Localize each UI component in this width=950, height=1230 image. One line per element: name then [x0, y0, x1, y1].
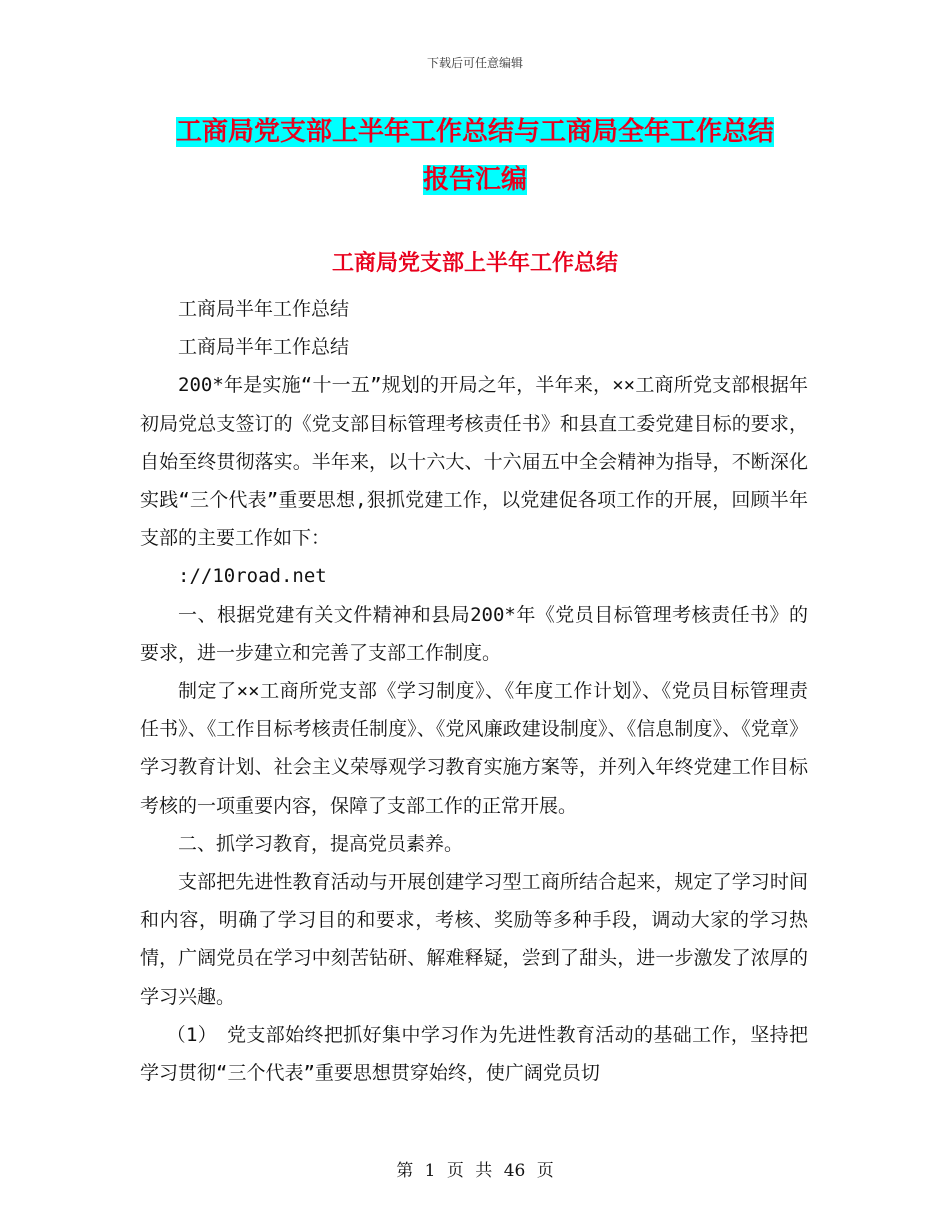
paragraph: 一、根据党建有关文件精神和县局200*年《党员目标管理考核责任书》的要求，进一步建立和完善了支部工作制度。	[140, 603, 808, 664]
paragraph: 工商局半年工作总结	[178, 298, 350, 320]
paragraph: 二、抓学习教育，提高党员素养。	[178, 832, 464, 855]
main-title	[140, 108, 810, 204]
page-footer: 第 1 页 共 46 页	[396, 1161, 554, 1181]
paragraph: （1） 党支部始终把抓好集中学习作为先进性教育活动的基础工作，坚持把学习贯彻“三个代表”重要思想贯穿始终，使广阔党员切	[140, 1023, 808, 1085]
paragraph: 制定了××工商所党支部《学习制度》、《年度工作计划》、《党员目标管理责任书》、《工作目标考核责任制度》、《党风廉政建设制度》、《信息制度》、《党章》学习教育计划、社会主义荣辱观学习教育实施方案等，并列入年终党建工作目标考核的一项重要内容，保障了支部工作的正常开展。	[140, 680, 808, 817]
paragraph: 支部把先进性教育活动与开展创建学习型工商所结合起来，规定了学习时间和内容，明确了学习目的和要求，考核、奖励等多种手段，调动大家的学习热情，广阔党员在学习中刻苦钻研、解难释疑，尝到了甜头，进一步激发了浓厚的学习兴趣。	[140, 871, 808, 1008]
paragraph: 200*年是实施“十一五”规划的开局之年，半年来，××工商所党支部根据年初局党总支签订的《党支部目标管理考核责任书》和县直工委党建目标的要求，自始至终贯彻落实。半年来，以十六大、十六届五中全会精神为指导，不断深化实践“三个代表”重要思想,狠抓党建工作，以党建促各项工作的开展，回顾半年支部的主要工作如下：	[140, 374, 808, 550]
main-title-line2: 报告汇编	[422, 165, 527, 195]
main-title-line1: 工商局党支部上半年工作总结与工商局全年工作总结	[175, 117, 774, 147]
header-note: 下载后可任意编辑	[426, 56, 523, 70]
section-title: 工商局党支部上半年工作总结	[331, 251, 618, 276]
document-body	[140, 290, 808, 1092]
paragraph: 工商局半年工作总结	[178, 336, 350, 359]
paragraph-link: ://10road.net	[178, 565, 327, 588]
